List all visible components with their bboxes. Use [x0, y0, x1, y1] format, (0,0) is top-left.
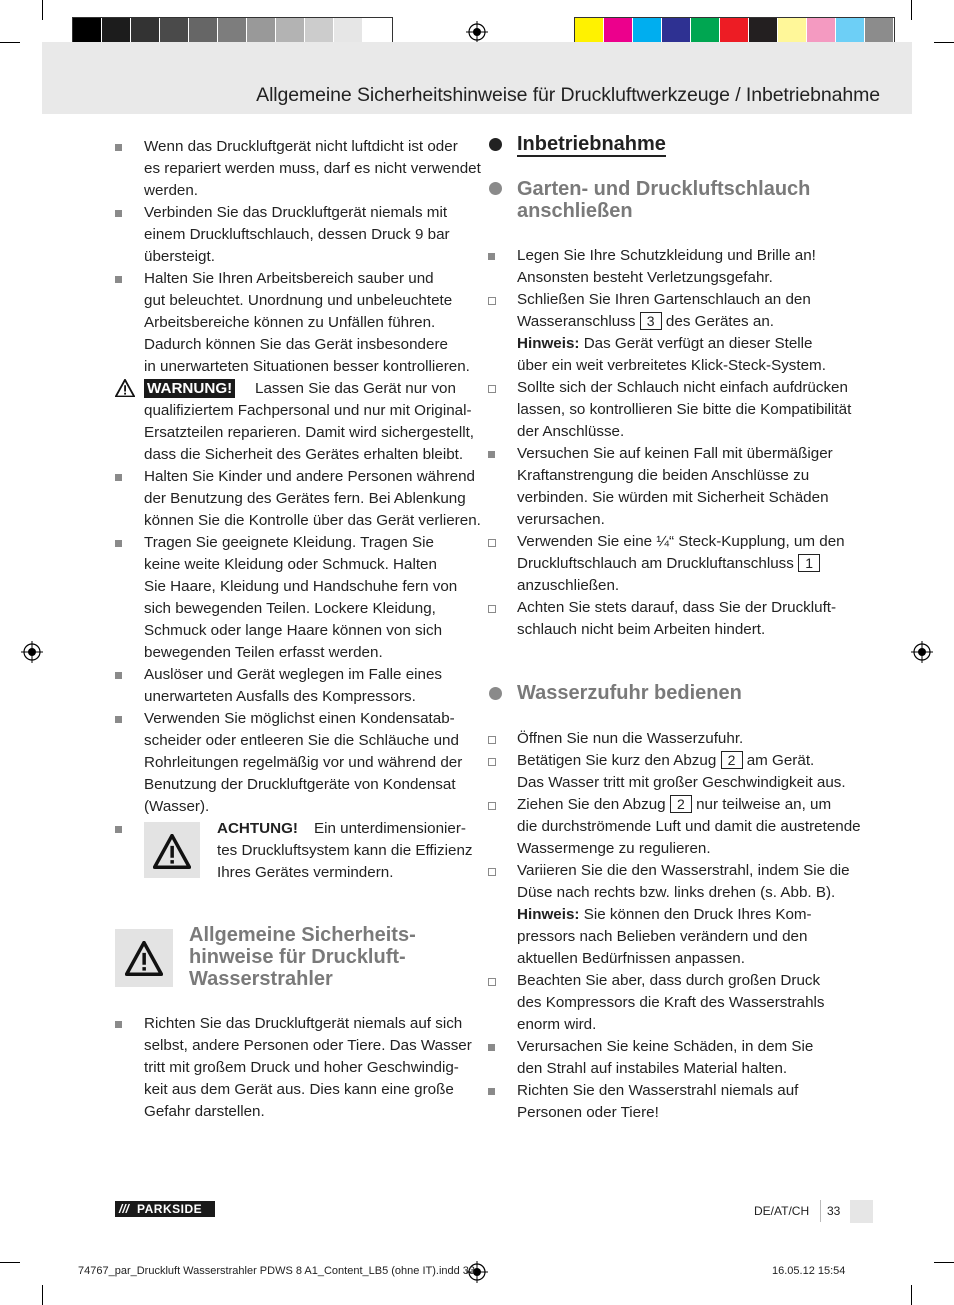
print-date: 16.05.12 15:54: [772, 1265, 846, 1277]
text-line: es repariert werden muss, darf es nicht verwendet: [144, 160, 481, 177]
text-line: Schmuck oder lange Haare können von sich: [144, 622, 443, 639]
text-line: Wassermenge zu regulieren.: [517, 840, 711, 857]
square-bullet-icon: [488, 451, 495, 458]
text-line: Tragen Sie geeignete Kleidung. Tragen Sie: [144, 534, 434, 551]
color-swatch: [633, 18, 662, 45]
text-line: Dadurch können Sie das Gerät insbesondere: [144, 336, 448, 353]
gray-swatch: [189, 18, 218, 45]
text-line: werden.: [144, 182, 199, 199]
text-line: der Anschlüsse.: [517, 423, 625, 440]
text-line: (Wasser).: [144, 798, 210, 815]
registration-mark-icon: [466, 21, 488, 43]
file-slug: 74767_par_Druckluft Wasserstrahler PDWS 8 A1_Content_LB5 (ohne IT).indd 33: [78, 1265, 476, 1277]
text-run: nur teilweise an, um: [696, 796, 832, 813]
text-run: Betätigen Sie kurz den Abzug: [517, 752, 717, 769]
color-swatch: [836, 18, 865, 45]
brand-name: PARKSIDE: [137, 1202, 203, 1216]
section-heading: Inbetriebnahme: [517, 133, 666, 155]
checkbox-bullet-icon: [488, 297, 496, 305]
square-bullet-icon: [115, 210, 122, 217]
text-line: Kraftanstrengung die beiden Anschlüsse zu: [517, 467, 810, 484]
gray-swatch: [247, 18, 276, 45]
gray-swatch: [160, 18, 189, 45]
checkbox-bullet-icon: [488, 978, 496, 986]
text-run: Sie können den Druck Ihres Kom-: [583, 906, 812, 923]
page-number-box: [850, 1200, 873, 1223]
square-bullet-icon: [115, 716, 122, 723]
text-line: der Benutzung des Gerätes fern. Bei Ablenkung: [144, 490, 466, 507]
gray-swatch: [102, 18, 131, 45]
square-bullet-icon: [115, 540, 122, 547]
text-line: bewegenden Teilen erfasst werden.: [144, 644, 383, 661]
locale-label: DE/AT/CH: [754, 1204, 810, 1218]
text-line: qualifiziertem Fachpersonal und nur mit Original-: [144, 402, 472, 419]
text-line: Auslöser und Gerät weglegen im Falle eines: [144, 666, 443, 683]
warning-triangle-icon: [115, 379, 135, 397]
color-swatch: [604, 18, 633, 45]
text-line: können Sie die Kontrolle über das Gerät verlieren.: [144, 512, 481, 529]
square-bullet-icon: [115, 474, 122, 481]
section-heading: Allgemeine Sicherheits-: [189, 924, 416, 946]
warning-label: WARNUNG!: [144, 379, 235, 398]
crop-mark: [911, 0, 912, 20]
reference-number: 1: [798, 554, 820, 572]
warning-triangle-icon: [153, 834, 191, 869]
registration-mark-icon: [21, 641, 43, 663]
page-number: 33: [827, 1204, 841, 1218]
text-line: Ihres Gerätes vermindern.: [217, 864, 394, 881]
page-title: Allgemeine Sicherheitshinweise für Druckluftwerkzeuge / Inbetriebnahme: [256, 84, 880, 106]
text-line: Verwenden Sie möglichst einen Kondensatab-: [144, 710, 455, 727]
text-line: Halten Sie Ihren Arbeitsbereich sauber und: [144, 270, 434, 287]
section-dot-icon: [489, 687, 502, 700]
text-line: einem Druckluftschlauch, dessen Druck 9 bar: [144, 226, 450, 243]
text-run: Druckluftschlauch am Druckluftanschluss: [517, 555, 794, 572]
reference-number: 2: [721, 751, 743, 769]
text-line: Ersatzteilen reparieren. Damit wird sichergestellt,: [144, 424, 475, 441]
section-heading: hinweise für Druckluft-: [189, 946, 406, 968]
text-line: [517, 553, 820, 575]
text-line: tes Druckluftsystem kann die Effizienz: [217, 842, 473, 859]
text-line: selbst, andere Personen oder Tiere. Das Wasser: [144, 1037, 472, 1054]
text-line: Variieren Sie die den Wasserstrahl, indem Sie die: [517, 862, 850, 879]
warning-triangle-icon: [125, 941, 163, 976]
text-line: tritt mit großem Druck und hoher Geschwindig-: [144, 1059, 459, 1076]
text-line: des Kompressors die Kraft des Wasserstrahls: [517, 994, 825, 1011]
text-line: Halten Sie Kinder und andere Personen während: [144, 468, 475, 485]
crop-mark: [0, 1262, 20, 1263]
text-line: gut beleuchtet. Unordnung und unbeleuchtete: [144, 292, 453, 309]
text-line: Versuchen Sie auf keinen Fall mit übermäßiger: [517, 445, 833, 462]
gray-swatch: [334, 18, 363, 45]
text-run: des Gerätes an.: [665, 313, 774, 330]
square-bullet-icon: [488, 1044, 495, 1051]
text-line: Beachten Sie aber, dass durch großen Druck: [517, 972, 821, 989]
color-swatch: [865, 18, 894, 45]
text-line: Lassen Sie das Gerät nur von: [255, 380, 456, 397]
text-line: Gefahr darstellen.: [144, 1103, 265, 1120]
crop-mark: [0, 42, 20, 43]
section-heading: Wasserstrahler: [189, 968, 333, 990]
checkbox-bullet-icon: [488, 539, 496, 547]
square-bullet-icon: [488, 1088, 495, 1095]
square-bullet-icon: [115, 826, 122, 833]
text-line: Richten Sie den Wasserstrahl niemals auf: [517, 1082, 799, 1099]
reference-number: 3: [640, 312, 662, 330]
text-line: die durchströmende Luft und damit die austretende: [517, 818, 861, 835]
section-heading: Wasserzufuhr bedienen: [517, 682, 742, 704]
divider: [820, 1200, 821, 1222]
section-heading: Garten- und Druckluftschlauch: [517, 178, 811, 200]
crop-mark: [911, 1285, 912, 1305]
text-line: Verwenden Sie eine ¼“ Steck-Kupplung, um den: [517, 533, 845, 550]
text-line: Benutzung der Druckluftgeräte von Kondensat: [144, 776, 456, 793]
gray-swatch: [363, 18, 392, 45]
crop-mark: [42, 0, 43, 20]
text-line: Achten Sie stets darauf, dass Sie der Druckluft-: [517, 599, 837, 616]
parkside-logo: /// PARKSIDE: [115, 1201, 215, 1217]
square-bullet-icon: [115, 672, 122, 679]
text-line: [517, 333, 812, 355]
reference-number: 2: [670, 795, 692, 813]
color-swatch: [662, 18, 691, 45]
checkbox-bullet-icon: [488, 868, 496, 876]
text-line: Öffnen Sie nun die Wasserzufuhr.: [517, 730, 744, 747]
gray-swatch: [218, 18, 247, 45]
color-swatch: [749, 18, 778, 45]
crop-mark: [934, 1262, 954, 1263]
section-heading: anschließen: [517, 200, 633, 222]
registration-mark-icon: [911, 641, 933, 663]
text-line: dass die Sicherheit des Gerätes erhalten bleibt.: [144, 446, 464, 463]
text-run: Wasseranschluss: [517, 313, 636, 330]
text-line: Düse nach rechts bzw. links drehen (s. Abb. B).: [517, 884, 836, 901]
text-line: Richten Sie das Druckluftgerät niemals auf sich: [144, 1015, 463, 1032]
hint-label: Hinweis:: [517, 335, 580, 352]
crop-mark: [934, 42, 954, 43]
text-line: Rohrleitungen regelmäßig vor und während der: [144, 754, 463, 771]
right-column: [488, 132, 861, 1132]
checkbox-bullet-icon: [488, 385, 496, 393]
checkbox-bullet-icon: [488, 802, 496, 810]
square-bullet-icon: [115, 1021, 122, 1028]
color-swatch: [720, 18, 749, 45]
text-line: verbinden. Sie würden mit Sicherheit Schäden: [517, 489, 829, 506]
text-line: Sollte sich der Schlauch nicht einfach aufdrücken: [517, 379, 848, 396]
gray-swatch: [131, 18, 160, 45]
text-line: lassen, so kontrollieren Sie bitte die Kompatibilität: [517, 401, 852, 418]
square-bullet-icon: [115, 144, 122, 151]
text-line: den Strahl auf instabiles Material halten.: [517, 1060, 788, 1077]
section-dot-icon: [489, 138, 502, 151]
gray-swatch: [276, 18, 305, 45]
text-line: sich bewegenden Teilen. Lockere Kleidung,: [144, 600, 436, 617]
text-line: Legen Sie Ihre Schutzkleidung und Brille an!: [517, 247, 816, 264]
text-line: übersteigt.: [144, 248, 215, 265]
text-line: über ein weit verbreitetes Klick-Steck-System.: [517, 357, 826, 374]
gray-swatch: [305, 18, 334, 45]
text-line: Arbeitsbereiche können zu Unfällen führen.: [144, 314, 436, 331]
text-line: [517, 750, 814, 772]
section-icon-box: [115, 929, 173, 987]
text-line: Verbinden Sie das Druckluftgerät niemals mit: [144, 204, 448, 221]
text-run: am Gerät.: [746, 752, 815, 769]
caution-label: ACHTUNG!: [217, 820, 298, 837]
text-line: Schließen Sie Ihren Gartenschlauch an den: [517, 291, 811, 308]
text-line: Personen oder Tiere!: [517, 1104, 659, 1121]
text-line: keit aus dem Gerät aus. Dies kann eine große: [144, 1081, 454, 1098]
text-line: Das Wasser tritt mit großer Geschwindigkeit aus.: [517, 774, 846, 791]
checkbox-bullet-icon: [488, 758, 496, 766]
square-bullet-icon: [488, 253, 495, 260]
text-line: unerwarteten Ausfalls des Kompressors.: [144, 688, 416, 705]
text-line: Wenn das Druckluftgerät nicht luftdicht ist oder: [144, 138, 458, 155]
text-line: aktuellen Bedürfnissen anpassen.: [517, 950, 745, 967]
text-line: [517, 311, 774, 333]
text-line: keine weite Kleidung oder Schmuck. Halten: [144, 556, 437, 573]
hint-label: Hinweis:: [517, 906, 580, 923]
text-line: Sie Haare, Kleidung und Handschuhe fern von: [144, 578, 458, 595]
text-line: enorm wird.: [517, 1016, 597, 1033]
text-line: anzuschließen.: [517, 577, 620, 594]
crop-mark: [42, 1285, 43, 1305]
text-line: Ein unterdimensionier-: [314, 820, 466, 837]
section-dot-icon: [489, 182, 502, 195]
text-line: [517, 904, 812, 926]
text-line: verursachen.: [517, 511, 605, 528]
text-run: Ziehen Sie den Abzug: [517, 796, 666, 813]
text-line: Verursachen Sie keine Schäden, in dem Sie: [517, 1038, 814, 1055]
text-line: scheider oder entleeren Sie die Schläuche und: [144, 732, 459, 749]
text-line: schlauch nicht beim Arbeiten hindert.: [517, 621, 766, 638]
color-swatch: [778, 18, 807, 45]
text-run: Das Gerät verfügt an dieser Stelle: [583, 335, 813, 352]
gray-swatch: [73, 18, 102, 45]
text-line: [517, 794, 831, 816]
checkbox-bullet-icon: [488, 605, 496, 613]
text-line: in unerwarteten Situationen besser kontrollieren.: [144, 358, 470, 375]
color-swatch: [575, 18, 604, 45]
color-swatch: [807, 18, 836, 45]
text-line: pressors nach Belieben verändern und den: [517, 928, 808, 945]
square-bullet-icon: [115, 276, 122, 283]
caution-icon-box: [144, 822, 200, 878]
color-swatch: [691, 18, 720, 45]
checkbox-bullet-icon: [488, 736, 496, 744]
text-line: Ansonsten besteht Verletzungsgefahr.: [517, 269, 773, 286]
